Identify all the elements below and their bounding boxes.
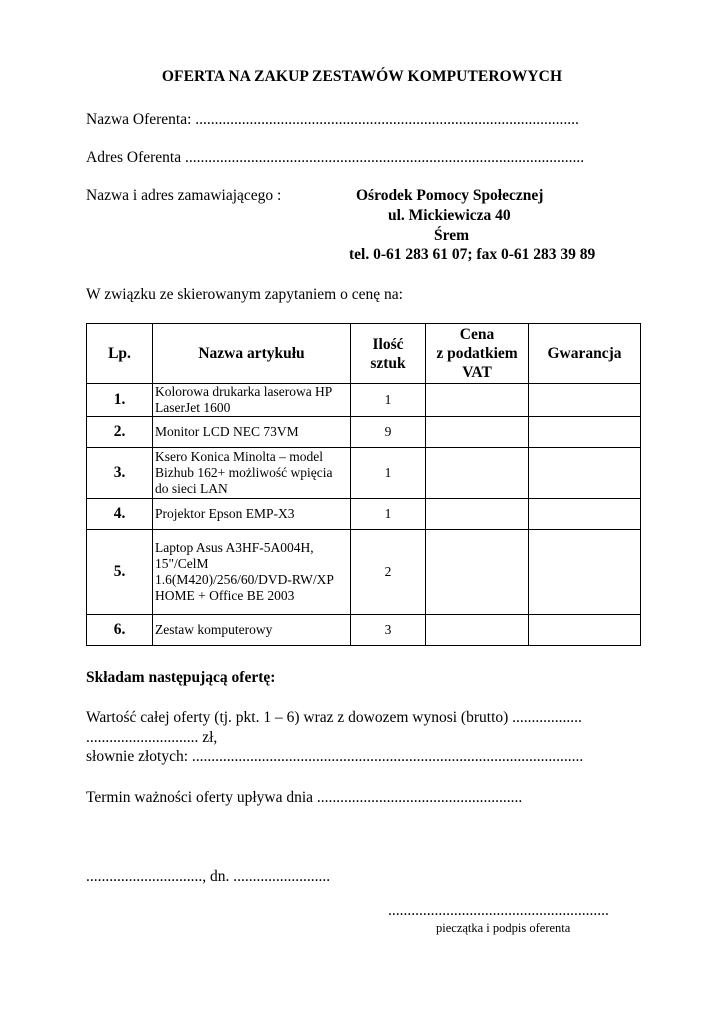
table-row [87,615,641,646]
header-name: Nazwa artykułu [153,324,351,384]
row-name: Kolorowa drukarka laserowa HP LaserJet 1600 [153,384,351,417]
oferent-name-field: Nazwa Oferenta: ................................................................................................... [86,111,579,128]
table-row [87,417,641,448]
buyer-label: Nazwa i adres zamawiającego : [86,187,282,204]
header-price-line3: VAT [462,364,492,381]
row-lp: 5. [87,530,153,615]
header-price [426,324,529,384]
table-row [87,530,641,615]
header-warranty: Gwarancja [529,324,641,384]
table-row [87,448,641,499]
row-name: Ksero Konica Minolta – model Bizhub 162+ możliwość wpięcia do sieci LAN [153,448,351,499]
row-price-cell[interactable] [426,499,529,530]
page-title: OFERTA NA ZAKUP ZESTAWÓW KOMPUTEROWYCH [161,68,563,85]
row-price-cell[interactable] [426,417,529,448]
table-header-row [87,324,641,384]
place-date-field: .............................., dn. ......................... [86,868,331,885]
items-table [86,323,641,646]
row-name: Laptop Asus A3HF-5A004H, 15"/CelM 1.6(M420)/256/60/DVD-RW/XP HOME + Office BE 2003 [153,530,351,615]
offer-value-continuation: ............................. zł, [86,729,218,746]
row-price-cell[interactable] [426,530,529,615]
row-warranty-cell[interactable] [529,417,641,448]
row-price-cell[interactable] [426,448,529,499]
buyer-street: ul. Mickiewicza 40 [388,207,511,224]
row-name: Projektor Epson EMP-X3 [153,499,351,530]
row-name: Zestaw komputerowy [153,615,351,646]
header-qty-line1: Ilość [372,335,404,353]
row-lp: 6. [87,615,153,646]
row-qty: 1 [351,499,426,530]
offer-heading: Składam następującą ofertę: [86,669,276,686]
row-qty: 2 [351,530,426,615]
buyer-contact: tel. 0-61 283 61 07; fax 0-61 283 39 89 [349,246,596,263]
header-lp: Lp. [87,324,153,384]
row-qty: 1 [351,384,426,417]
buyer-city: Śrem [434,227,470,244]
row-qty: 3 [351,615,426,646]
table-row [87,384,641,417]
row-warranty-cell[interactable] [529,615,641,646]
table-row [87,499,641,530]
row-warranty-cell[interactable] [529,530,641,615]
row-qty: 1 [351,448,426,499]
signature-line: ......................................................... [388,902,609,919]
row-lp: 1. [87,384,153,417]
row-warranty-cell[interactable] [529,384,641,417]
row-lp: 3. [87,448,153,499]
header-qty [351,324,426,384]
buyer-name: Ośrodek Pomocy Społecznej [356,187,544,204]
row-name: Monitor LCD NEC 73VM [153,417,351,448]
header-price-line2: z podatkiem [436,345,518,362]
row-price-cell[interactable] [426,384,529,417]
row-lp: 4. [87,499,153,530]
signature-caption: pieczątka i podpis oferenta [436,921,571,935]
validity-field: Termin ważności oferty upływa dnia ..................................................... [86,789,523,806]
header-qty-line2: sztuk [370,354,406,372]
row-qty: 9 [351,417,426,448]
header-price-line1: Cena [459,326,495,343]
row-lp: 2. [87,417,153,448]
oferent-address-field: Adres Oferenta ....................................................................................................... [86,149,585,166]
row-warranty-cell[interactable] [529,448,641,499]
row-warranty-cell[interactable] [529,499,641,530]
offer-words-field: słownie złotych: ..................................................................................................... [86,748,584,765]
row-price-cell[interactable] [426,615,529,646]
intro-text: W związku ze skierowanym zapytaniem o cenę na: [86,286,403,303]
offer-value-field: Wartość całej oferty (tj. pkt. 1 – 6) wraz z dowozem wynosi (brutto) .................. [86,709,582,726]
